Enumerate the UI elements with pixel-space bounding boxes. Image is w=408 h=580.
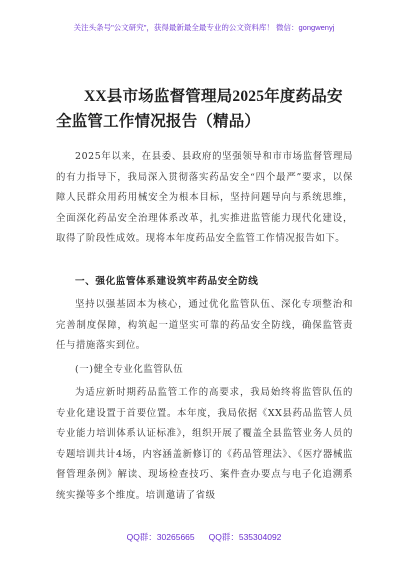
document-title: XX县市场监督管理局2025年度药品安全监管工作情况报告（精品） [56,88,343,130]
section-1-paragraph: 坚持以强基固本为核心，通过优化监管队伍、深化专项整治和完善制度保障，构筑起一道坚实可靠的药品安全防线，确保监管责任与措施落实到位。 [56,299,353,352]
qq-group-1: QQ群：30265665 [126,532,195,542]
subsection-1-heading: (一)健全专业化监管队伍 [75,364,184,375]
subsection-1-paragraph: 为适应新时期药品监管工作的高要求，我局始终将监管队伍的专业化建设置于首要位置。本年度，我局依据《XX县药品监管人员专业能力培训体系认证标准》，组织开展了覆盖全县监管业务人员的专题培训共计4场，内容涵盖新修订的《药品管理法》、《医疗器械监督管理条例》解读、现场检查技巧、案件查办要点与电子化追溯系统实操等多个维度。培训邀请了省级 [56,387,353,501]
section-1-heading: 一、强化监管体系建设筑牢药品安全防线 [75,276,259,287]
qq-group-2: QQ群：535304092 [208,532,282,542]
top-promo-banner: 关注头条号"公文研究"，获得最新最全最专业的公文资料库！ 微信：gongwenyj [73,23,335,32]
bottom-qq-banner [0,531,408,543]
intro-paragraph: 2025年以来，在县委、县政府的坚强领导和市市场监督管理局的有力指导下，我局深入贯彻落实药品安全“四个最严”要求，以保障人民群众用药用械安全为根本目标，坚持问题导向与系统思维，全面深化药品安全治理体系改革，扎实推进监管能力现代化建设，取得了阶段性成效。现将本年度药品安全监管工作情况报告如下。 [56,151,353,245]
